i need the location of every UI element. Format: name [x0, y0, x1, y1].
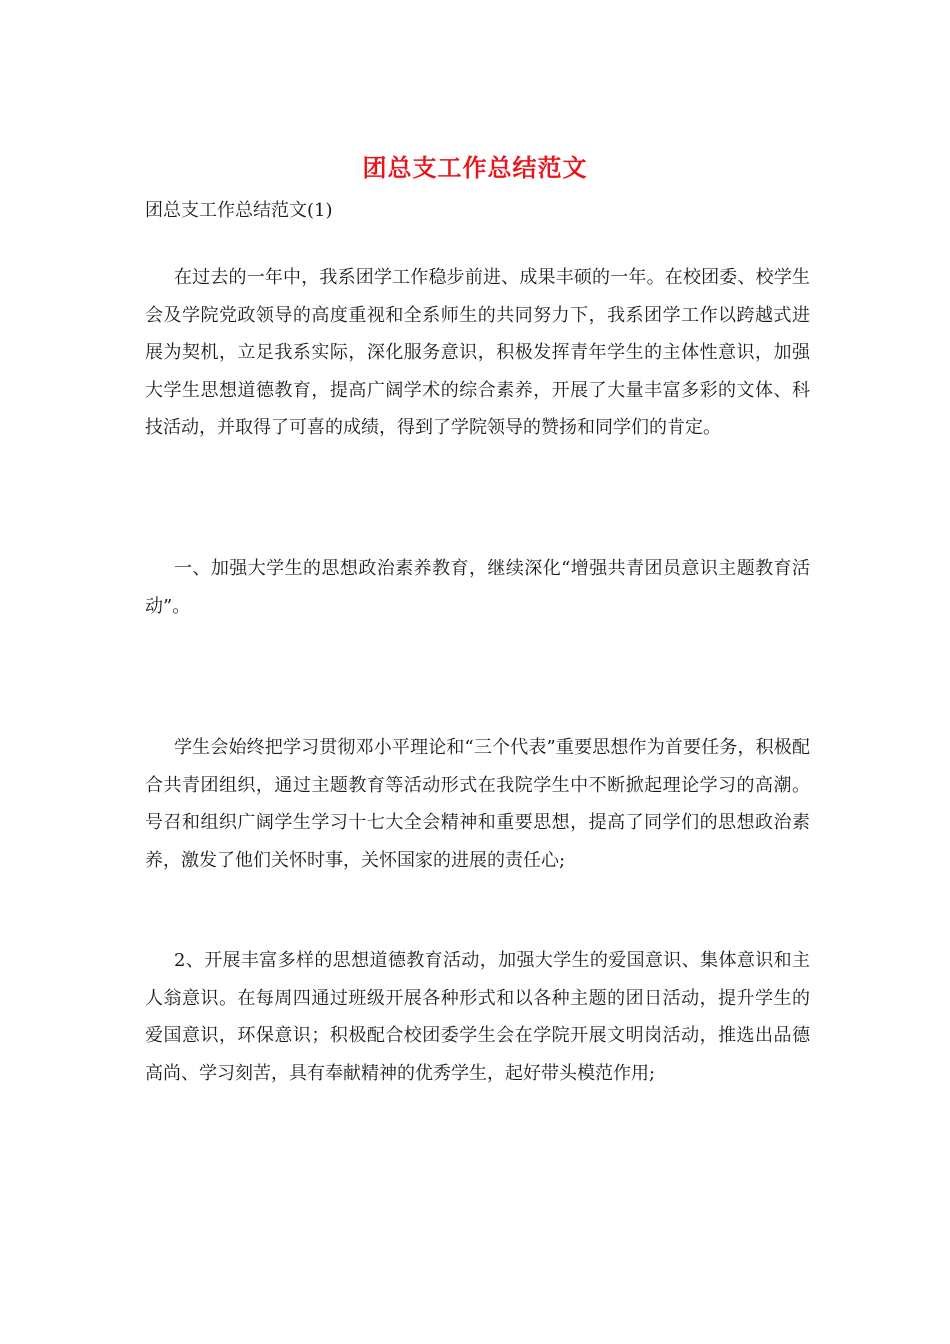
- document-subtitle: 团总支工作总结范文(1): [145, 200, 333, 221]
- document-title: 团总支工作总结范文: [362, 153, 588, 182]
- paragraph-intro: 在过去的一年中，我系团学工作稳步前进、成果丰硕的一年。在校团委、校学生会及学院党政领导的高度重视和全系师生的共同努力下，我系团学工作以跨越式进展为契机，立足我系实际，深化服务意识，积极发挥青年学生的主体性意识，加强大学生思想道德教育，提高广阔学术的综合素养，开展了大量丰富多彩的文体、科技活动，并取得了可喜的成绩，得到了学院领导的赞扬和同学们的肯定。: [145, 267, 810, 439]
- paragraph-moral-education: 2、开展丰富多样的思想道德教育活动，加强大学生的爱国意识、集体意识和主人翁意识。在每周四通过班级开展各种形式和以各种主题的团日活动，提升学生的爱国意识，环保意识；积极配合校团委学生会在学院开展文明岗活动，推选出品德高尚、学习刻苦，具有奉献精神的优秀学生，起好带头模范作用;: [145, 950, 810, 1084]
- paragraph-theory-study: 学生会始终把学习贯彻邓小平理论和“三个代表”重要思想作为首要任务，积极配合共青团组织，通过主题教育等活动形式在我院学生中不断掀起理论学习的高潮。号召和组织广阔学生学习十七大全会精神和重要思想，提高了同学们的思想政治素养，激发了他们关怀时事，关怀国家的进展的责任心;: [145, 737, 810, 871]
- paragraph-section-one-heading: 一、加强大学生的思想政治素养教育，继续深化“增强共青团员意识主题教育活动”。: [145, 558, 810, 617]
